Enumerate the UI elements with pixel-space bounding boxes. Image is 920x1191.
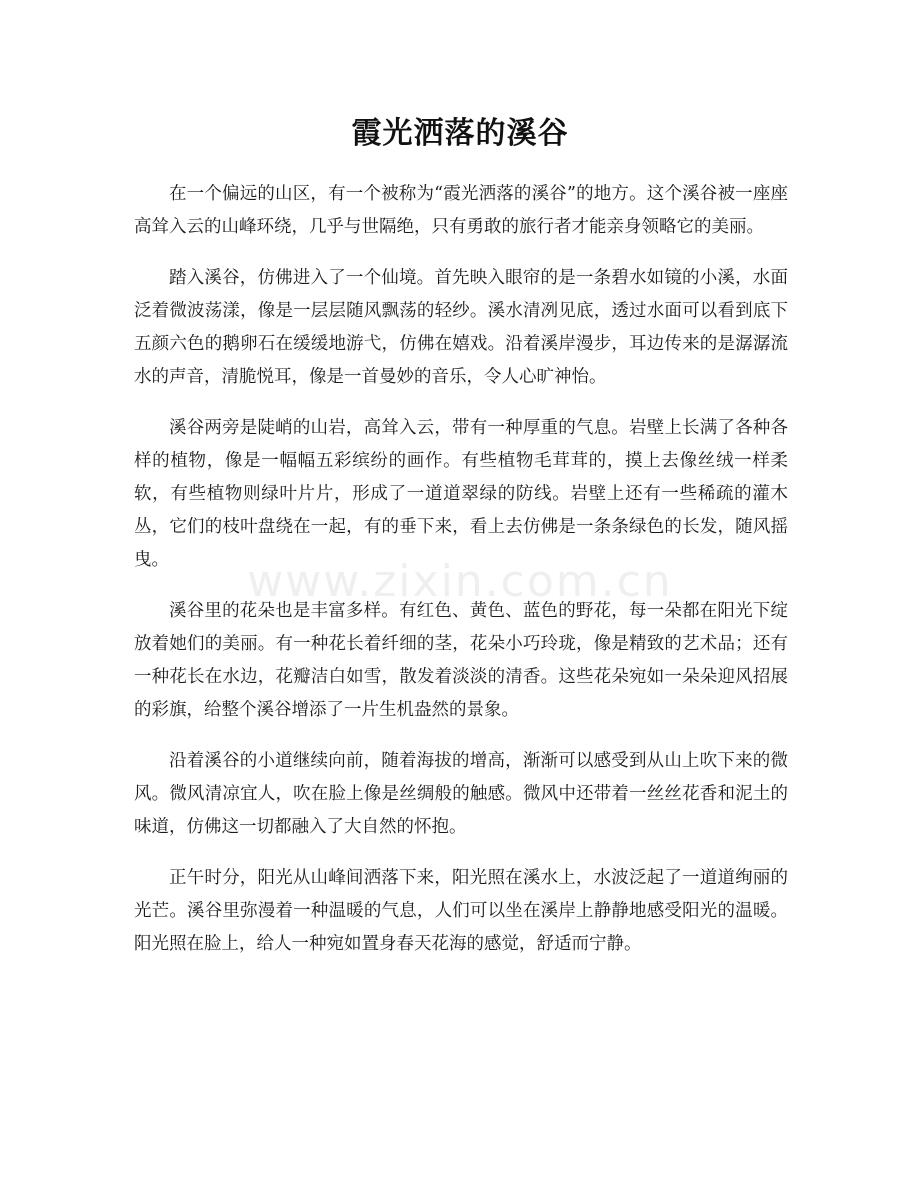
- paragraph-3: 溪谷两旁是陡峭的山岩，高耸入云，带有一种厚重的气息。岩壁上长满了各种各样的植物，像是一幅幅五彩缤纷的画作。有些植物毛茸茸的，摸上去像丝绒一样柔软，有些植物则绿叶片片，形成了一道道翠绿的防线。岩壁上还有一些稀疏的灌木丛，它们的枝叶盘绕在一起，有的垂下来，看上去仿佛是一条条绿色的长发，随风摇曳。: [134, 418, 788, 570]
- paragraph-6: 正午时分，阳光从山峰间洒落下来，阳光照在溪水上，水波泛起了一道道绚丽的光芒。溪谷里弥漫着一种温暖的气息，人们可以坐在溪岸上静静地感受阳光的温暖。阳光照在脸上，给人一种宛如置身春天花海的感觉，舒适而宁静。: [134, 868, 788, 954]
- paragraph-2: 踏入溪谷，仿佛进入了一个仙境。首先映入眼帘的是一条碧水如镜的小溪，水面泛着微波荡漾，像是一层层随风飘荡的轻纱。溪水清冽见底，透过水面可以看到底下五颜六色的鹅卵石在缓缓地游弋，仿佛在嬉戏。沿着溪岸漫步，耳边传来的是潺潺流水的声音，清脆悦耳，像是一首曼妙的音乐，令人心旷神怡。: [134, 268, 788, 387]
- watermark: www.zixin.com.cn: [247, 556, 673, 607]
- page-title: 霞光洒落的溪谷: [351, 116, 569, 151]
- article-body: [134, 178, 788, 979]
- paragraph-1: 在一个偏远的山区，有一个被称为“霞光洒落的溪谷”的地方。这个溪谷被一座座高耸入云的山峰环绕，几乎与世隔绝，只有勇敢的旅行者才能亲身领略它的美丽。: [134, 184, 788, 237]
- paragraph-4: 溪谷里的花朵也是丰富多样。有红色、黄色、蓝色的野花，每一朵都在阳光下绽放着她们的美丽。有一种花长着纤细的茎，花朵小巧玲珑，像是精致的艺术品；还有一种花长在水边，花瓣洁白如雪，散发着淡淡的清香。这些花朵宛如一朵朵迎风招展的彩旗，给整个溪谷增添了一片生机盎然的景象。: [134, 601, 788, 720]
- paragraph-5: 沿着溪谷的小道继续向前，随着海拔的增高，渐渐可以感受到从山上吹下来的微风。微风清凉宜人，吹在脸上像是丝绸般的触感。微风中还带着一丝丝花香和泥土的味道，仿佛这一切都融入了大自然的怀抱。: [134, 751, 788, 837]
